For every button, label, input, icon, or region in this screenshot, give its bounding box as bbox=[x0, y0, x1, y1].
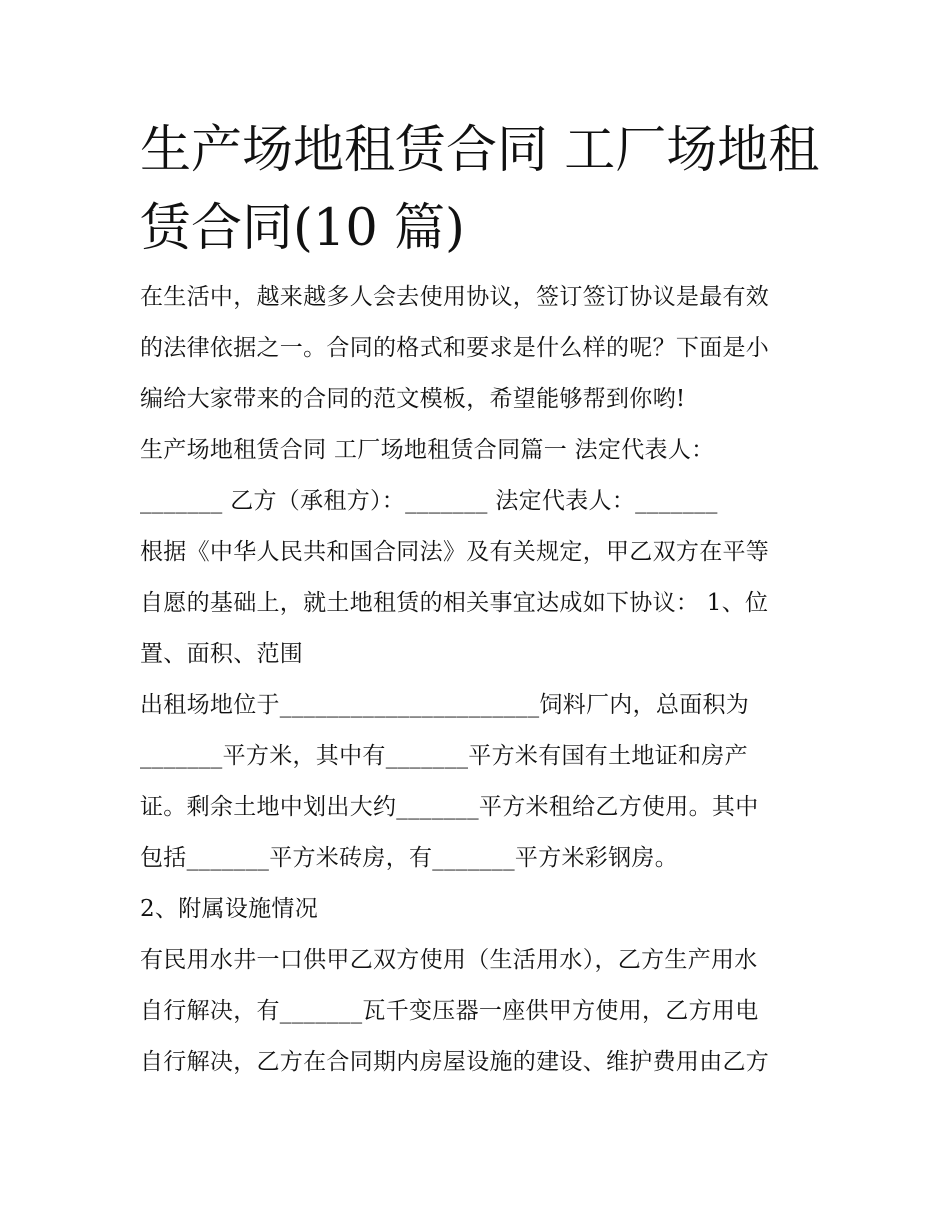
body-line: 置、面积、范围 bbox=[140, 641, 304, 667]
body-line: _______平方米，其中有_______平方米有国有土地证和房产 bbox=[140, 743, 748, 769]
body-line: 自愿的基础上，就土地租赁的相关事宜达成如下协议： 1、位 bbox=[140, 590, 769, 616]
title-line: 赁合同(10 篇) bbox=[140, 199, 465, 258]
body-line: 出租场地位于______________________饲料厂内，总面积为 bbox=[140, 692, 750, 718]
document-body bbox=[140, 272, 820, 1088]
body-line: 生产场地租赁合同 工厂场地租赁合同篇一 法定代表人： bbox=[140, 437, 715, 463]
title-line: 生产场地租赁合同 工厂场地租 bbox=[140, 121, 820, 180]
body-line: 根据《中华人民共和国合同法》及有关规定，甲乙双方在平等 bbox=[140, 539, 770, 565]
body-line: 自行解决，乙方在合同期内房屋设施的建设、维护费用由乙方 bbox=[140, 1049, 770, 1075]
body-line: 有民用水井一口供甲乙双方使用（生活用水），乙方生产用水 bbox=[140, 947, 758, 973]
body-line: 自行解决，有_______瓦千变压器一座供甲方使用，乙方用电 bbox=[140, 998, 759, 1024]
body-line: 证。剩余土地中划出大约_______平方米租给乙方使用。其中 bbox=[140, 794, 759, 820]
body-line: 包括_______平方米砖房，有_______平方米彩钢房。 bbox=[140, 845, 678, 871]
body-line: 在生活中，越来越多人会去使用协议，签订签订协议是最有效 bbox=[140, 284, 770, 310]
section-heading: 2、附属设施情况 bbox=[140, 896, 319, 922]
body-line: 的法律依据之一。合同的格式和要求是什么样的呢？下面是小 bbox=[140, 335, 770, 361]
body-line: 编给大家带来的合同的范文模板，希望能够帮到你哟! bbox=[140, 386, 686, 412]
body-line: _______ 乙方（承租方）：_______ 法定代表人：_______ bbox=[140, 488, 718, 514]
document-title bbox=[140, 112, 820, 268]
